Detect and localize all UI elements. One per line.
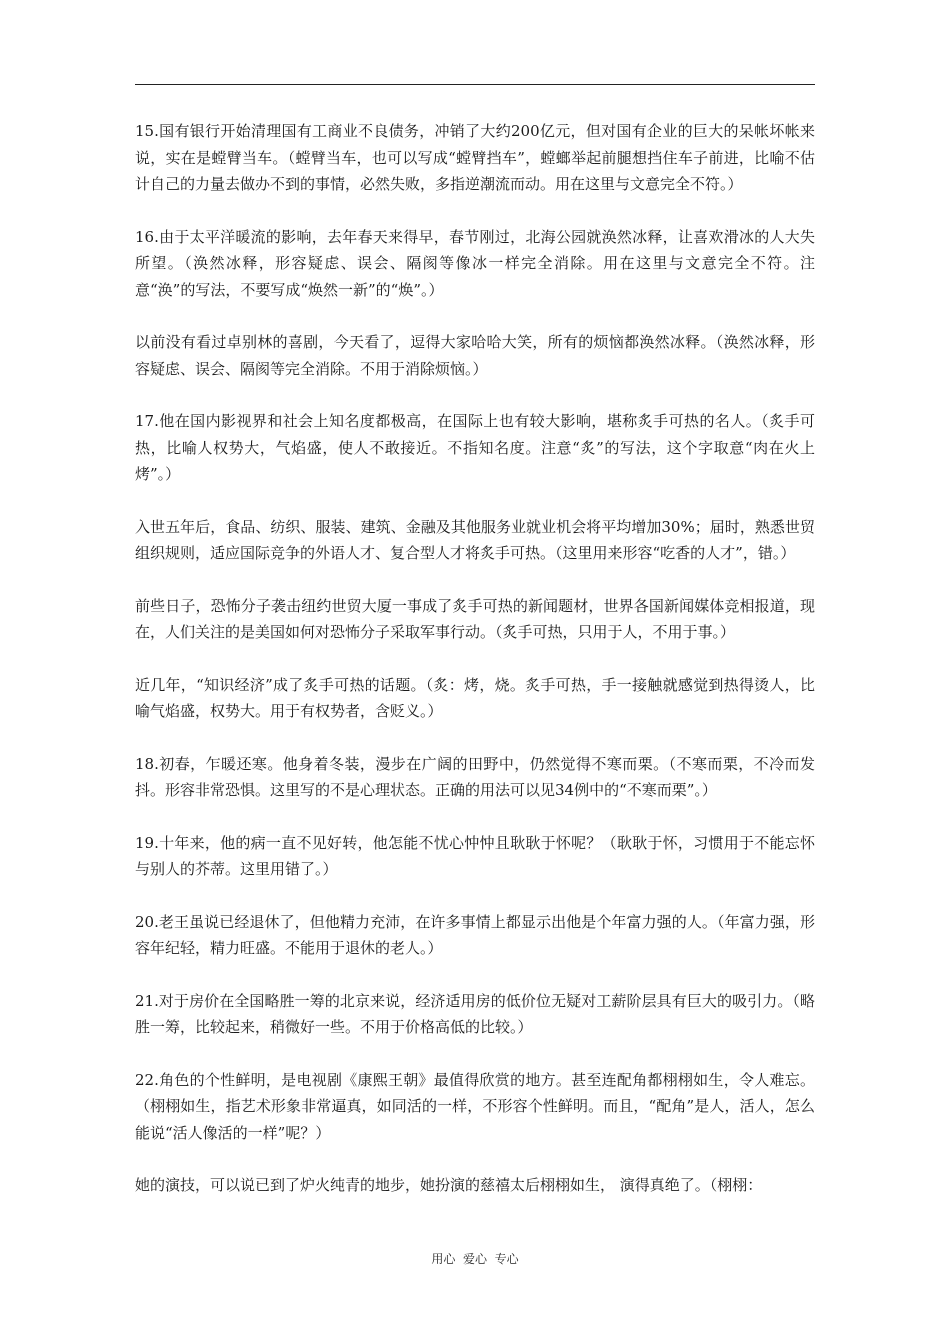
paragraph-15: 15.国有银行开始清理国有工商业不良债务，冲销了大约200亿元，但对国有企业的巨大的呆帐坏帐来说，实在是螳臂当车。（螳臂当车，也可以写成“螳臂挡车”，螳螂举起前腿想挡住车子前进，比喻不估计自己的力量去做办不到的事情，必然失败，多指逆潮流而动。用在这里与文意完全不符。） <box>135 122 815 193</box>
paragraph-16-example: 以前没有看过卓别林的喜剧，今天看了，逗得大家哈哈大笑，所有的烦恼都涣然冰释。（涣然冰释，形容疑虑、误会、隔阂等完全消除。不用于消除烦恼。） <box>135 333 815 378</box>
paragraph-22-example: 她的演技，可以说已到了炉火纯青的地步，她扮演的慈禧太后栩栩如生， 演得真绝了。（栩栩： <box>135 1176 763 1194</box>
paragraph-17-example-3: 近几年，“知识经济”成了炙手可热的话题。（炙：烤，烧。炙手可热，手一接触就感觉到热得烫人，比喻气焰盛，权势大。用于有权势者，含贬义。） <box>135 675 815 720</box>
paragraph-17-example-1: 入世五年后，食品、纺织、服装、建筑、金融及其他服务业就业机会将平均增加30%；届时，熟悉世贸组织规则，适应国际竞争的外语人才、复合型人才将炙手可热。（这里用来形容“吃香的人才”，错。） <box>135 517 815 562</box>
paragraph-16: 16.由于太平洋暖流的影响，去年春天来得早，春节刚过，北海公园就涣然冰释，让喜欢滑冰的人大失所望。（涣然冰释，形容疑虑、误会、隔阂等像冰一样完全消除。用在这里与文意完全不符。注意“涣”的写法，不要写成“焕然一新”的“焕”。） <box>135 227 815 299</box>
document-body <box>135 118 815 1225</box>
paragraph-17-example-2: 前些日子，恐怖分子袭击纽约世贸大厦一事成了炙手可热的新闻题材，世界各国新闻媒体竞相报道，现在，人们关注的是美国如何对恐怖分子采取军事行动。（炙手可热，只用于人，不用于事。） <box>135 596 815 641</box>
paragraph-20: 20.老王虽说已经退休了，但他精力充沛，在许多事情上都显示出他是个年富力强的人。（年富力强，形容年纪轻，精力旺盛。不能用于退休的老人。） <box>135 912 815 957</box>
paragraph-21: 21.对于房价在全国略胜一筹的北京来说，经济适用房的低价位无疑对工薪阶层具有巨大的吸引力。（略胜一筹，比较起来，稍微好一些。不用于价格高低的比较。） <box>135 991 815 1036</box>
page-footer: 用心 爱心 专心 <box>431 1252 519 1266</box>
paragraph-17: 17.他在国内影视界和社会上知名度都极高，在国际上也有较大影响，堪称炙手可热的名人。（炙手可热，比喻人权势大，气焰盛，使人不敢接近。不指知名度。注意“炙”的写法，这个字取意“肉在火上烤”。） <box>135 412 815 483</box>
paragraph-22: 22.角色的个性鲜明，是电视剧《康熙王朝》最值得欣赏的地方。甚至连配角都栩栩如生，令人难忘。（栩栩如生，指艺术形象非常逼真，如同活的一样，不形容个性鲜明。而且，“配角”是人，活人，怎么能说“活人像活的一样”呢？） <box>135 1070 815 1142</box>
paragraph-19: 19.十年来，他的病一直不见好转，他怎能不忧心忡忡且耿耿于怀呢？（耿耿于怀，习惯用于不能忘怀与别人的芥蒂。这里用错了。） <box>135 833 815 878</box>
header-divider <box>135 84 815 85</box>
paragraph-18: 18.初春，乍暖还寒。他身着冬装，漫步在广阔的田野中，仍然觉得不寒而栗。（不寒而栗，不冷而发抖。形容非常恐惧。这里写的不是心理状态。正确的用法可以见34例中的“不寒而栗”。） <box>135 754 815 799</box>
